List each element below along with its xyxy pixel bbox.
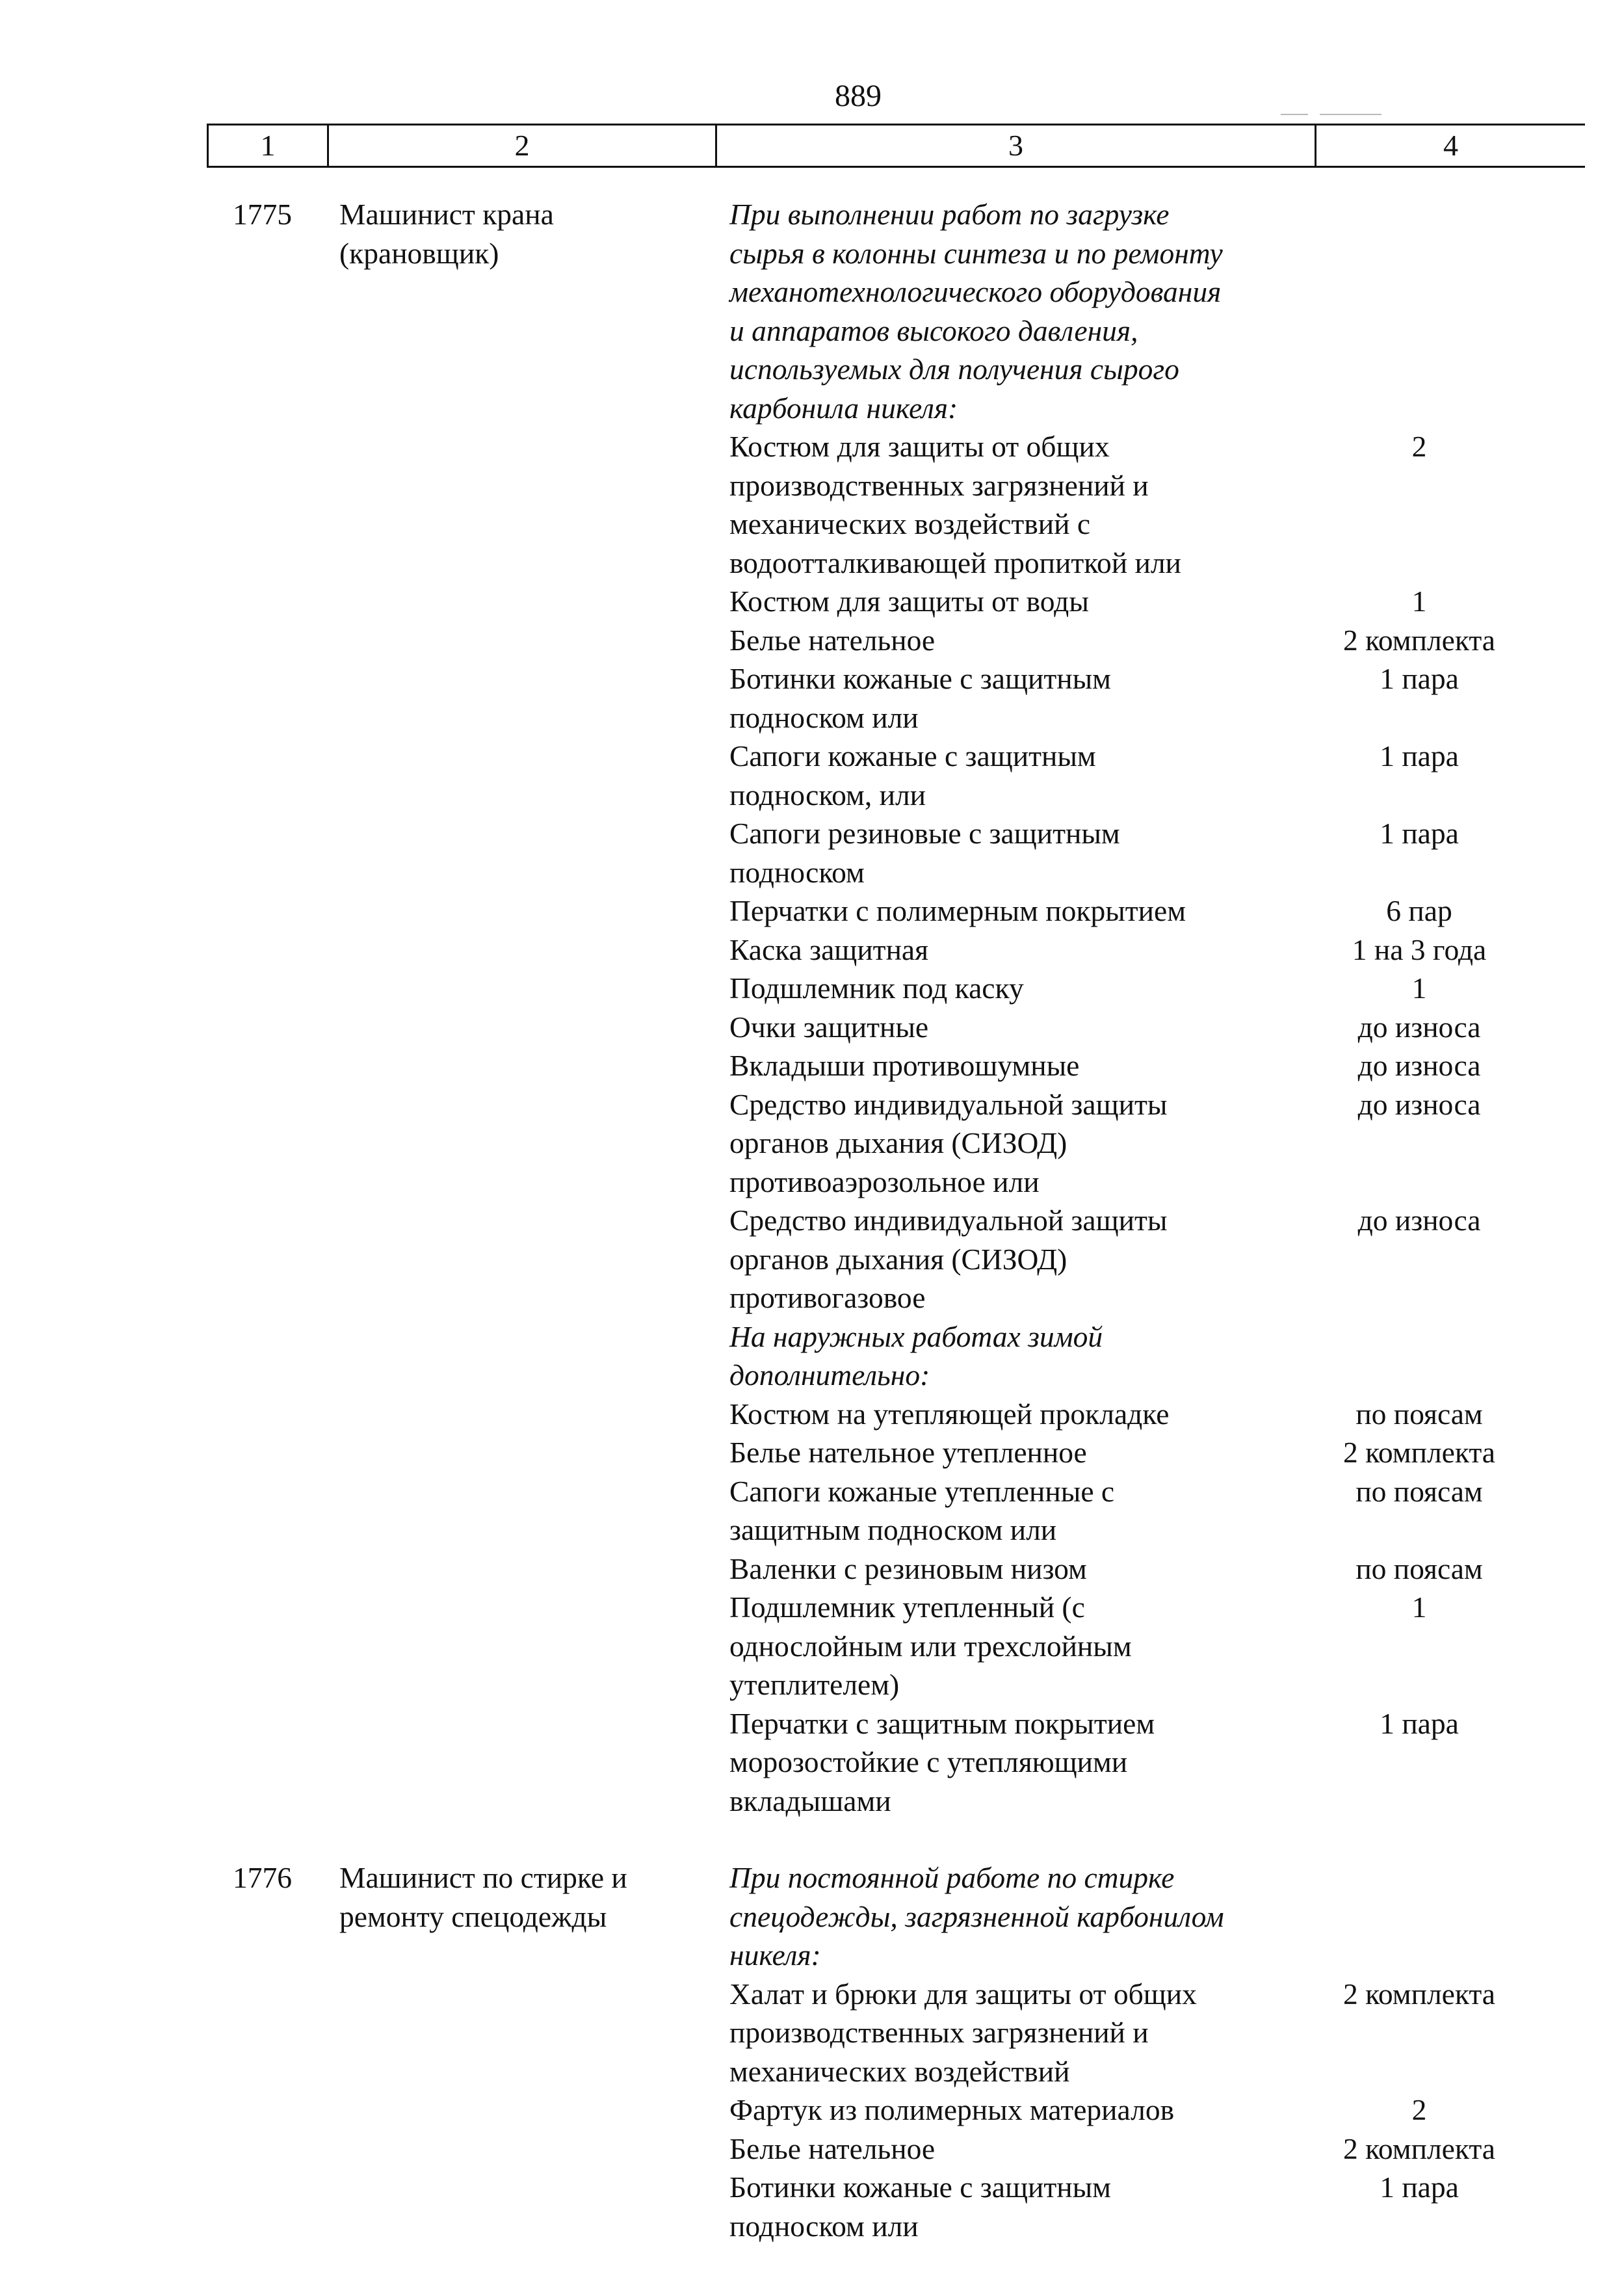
item-name: Костюм для защиты от общих производственных загрязнений и механических воздействий с водоотталкивающей пропиткой или — [729, 430, 1181, 579]
item-quantity: 1 пара — [1380, 2171, 1459, 2204]
item-name: Очки защитные — [729, 1010, 929, 1044]
list-item — [729, 1975, 1624, 2091]
item-quantity: 6 пар — [1386, 894, 1452, 927]
item-quantity: 1 на 3 года — [1352, 932, 1487, 966]
column-header-row — [207, 124, 1585, 168]
protective-items-list — [729, 1858, 1624, 2245]
table-body — [0, 195, 1624, 2284]
item-name: Перчатки с защитным покрытием морозостойкие с утепляющими вкладышами — [729, 1706, 1155, 1817]
item-quantity: до износа — [1357, 1049, 1481, 1082]
list-item — [729, 2168, 1624, 2245]
profession-name: Машинист крана (крановщик) — [339, 198, 554, 270]
item-name: Белье нательное утепленное — [729, 1436, 1087, 1469]
item-name: Костюм для защиты от воды — [729, 585, 1089, 618]
table-entry — [0, 1858, 1624, 2245]
list-item — [729, 1395, 1624, 1434]
item-name: Средство индивидуальной защиты органов дыхания (СИЗОД) противогазовое — [729, 1204, 1168, 1314]
item-name: Фартук из полимерных материалов — [729, 2093, 1175, 2126]
item-quantity: 1 пара — [1380, 817, 1459, 850]
column-header-1: 1 — [207, 125, 327, 166]
column-header-2: 2 — [327, 125, 715, 166]
item-quantity: по поясам — [1356, 1551, 1483, 1585]
item-name: Подшлемник утепленный (с однослойным или трехслойным утеплителем) — [729, 1590, 1132, 1701]
item-name: Белье нательное — [729, 623, 936, 657]
item-quantity: до износа — [1357, 1087, 1481, 1121]
item-name: Ботинки кожаные с защитным подноском или — [729, 662, 1111, 734]
item-quantity: до износа — [1357, 1204, 1481, 1237]
list-item — [729, 737, 1624, 814]
profession-name: Машинист по стирке и ремонту спецодежды — [339, 1861, 627, 1933]
column-header-3: 3 — [715, 125, 1315, 166]
item-quantity: по поясам — [1356, 1397, 1483, 1431]
list-item — [729, 1858, 1624, 1975]
list-item — [729, 621, 1624, 660]
item-quantity: 1 пара — [1380, 1706, 1459, 1740]
item-quantity: 1 — [1411, 971, 1427, 1005]
item-name: Сапоги кожаные утепленные с защитным подноском или — [729, 1474, 1115, 1546]
item-quantity: 2 — [1411, 430, 1427, 463]
list-item — [729, 2130, 1624, 2169]
item-quantity — [1342, 1317, 1497, 1395]
item-name: Перчатки с полимерным покрытием — [729, 894, 1186, 927]
item-name: Костюм на утепляющей прокладке — [729, 1397, 1170, 1431]
list-item — [729, 1704, 1624, 1821]
column-header-4: 4 — [1315, 125, 1585, 166]
item-name: Сапоги резиновые с защитным подноском — [729, 817, 1120, 889]
entry-number: 1776 — [233, 1861, 292, 1894]
list-item — [729, 1588, 1624, 1704]
item-quantity: 2 комплекта — [1343, 2131, 1495, 2165]
list-item — [729, 582, 1624, 621]
item-quantity: до износа — [1357, 1010, 1481, 1044]
scan-mark — [1320, 114, 1382, 115]
list-item — [729, 930, 1624, 970]
item-quantity: 2 — [1411, 2093, 1427, 2126]
list-item — [729, 659, 1624, 737]
condition-text: На наружных работах зимой дополнительно: — [729, 1319, 1103, 1392]
item-name: Подшлемник под каску — [729, 971, 1024, 1005]
list-item — [729, 891, 1624, 930]
list-item — [729, 1472, 1624, 1550]
item-quantity: 1 — [1411, 1590, 1427, 1624]
list-item — [729, 195, 1624, 427]
list-item — [729, 1201, 1624, 1317]
list-item — [729, 1550, 1624, 1589]
item-name: Вкладыши противошумные — [729, 1049, 1080, 1082]
page-number: 889 — [835, 79, 882, 113]
item-quantity: 1 пара — [1380, 739, 1459, 772]
item-name: Сапоги кожаные с защитным подноском, или — [729, 739, 1096, 812]
item-quantity: 1 — [1411, 585, 1427, 618]
list-item — [729, 2091, 1624, 2130]
list-item — [729, 1433, 1624, 1472]
condition-text: При выполнении работ по загрузке сырья в колонны синтеза и по ремонту механотехнологического оборудования и аппаратов высокого давления, используемых для получения сырого карбонила никеля: — [729, 198, 1223, 425]
item-quantity: 2 комплекта — [1343, 1436, 1495, 1469]
protective-items-list — [729, 195, 1624, 1820]
item-name: Белье нательное — [729, 2131, 936, 2165]
item-name: Халат и брюки для защиты от общих производственных загрязнений и механических воздействий — [729, 1977, 1197, 2088]
scan-mark — [1281, 114, 1308, 115]
list-item — [729, 1046, 1624, 1085]
item-quantity: 2 комплекта — [1343, 1977, 1495, 2011]
entry-number: 1775 — [233, 198, 292, 231]
item-quantity: 2 комплекта — [1343, 623, 1495, 657]
item-quantity: 1 пара — [1380, 662, 1459, 695]
list-item — [729, 1317, 1624, 1395]
item-name: Средство индивидуальной защиты органов дыхания (СИЗОД) противоаэрозольное или — [729, 1087, 1168, 1198]
item-quantity: по поясам — [1356, 1474, 1483, 1508]
table-entry — [0, 195, 1624, 1820]
list-item — [729, 969, 1624, 1008]
list-item — [729, 1085, 1624, 1202]
item-name: Ботинки кожаные с защитным подноском или — [729, 2171, 1111, 2243]
list-item — [729, 1008, 1624, 1047]
list-item — [729, 814, 1624, 891]
item-name: Каска защитная — [729, 932, 929, 966]
item-name: Валенки с резиновым низом — [729, 1551, 1087, 1585]
item-quantity — [1342, 1858, 1497, 1975]
condition-text: При постоянной работе по стирке спецодежды, загрязненной карбонилом никеля: — [729, 1861, 1224, 1972]
list-item — [729, 427, 1624, 582]
item-quantity — [1342, 195, 1497, 427]
